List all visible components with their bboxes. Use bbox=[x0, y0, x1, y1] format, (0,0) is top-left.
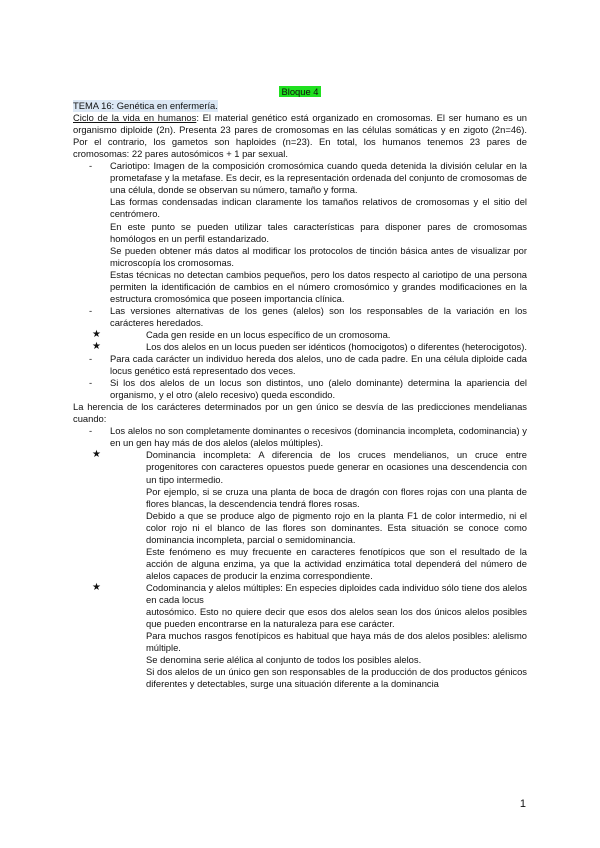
intro-text: : El material genético está organizado en cromosomas. El ser humano es un organismo diploide (2n). Presenta 23 pares de cromosomas en las células somáticas y en zigoto (2n=46). Por el contrario, los gametos son haploides (n=23). En total, los humanos tenemos 23 pares de cromosomas: 22 pares autosómicos + 1 par sexual. bbox=[73, 112, 527, 160]
block-title bbox=[73, 86, 527, 98]
codominancia-line: Si dos alelos de un único gen son responsables de la producción de dos productos génicos diferentes y detectables, surge una situación diferente a la dominancia bbox=[146, 666, 527, 690]
herencia-paragraph: La herencia de los carácteres determinados por un gen único se desvía de las predicciones mendelianas cuando: bbox=[73, 401, 527, 425]
list-item-cada-caracter: - Para cada carácter un individuo hereda dos alelos, uno de cada padre. En una célula diploide cada locus genético está representado dos veces. bbox=[73, 353, 527, 377]
list-item-alelos bbox=[73, 425, 527, 690]
list-item-cariotipo bbox=[73, 160, 527, 305]
versiones-text: - Las versiones alternativas de los genes (alelos) son los responsables de la variación en los carácteres heredados. bbox=[110, 304, 527, 328]
incompleta-line: Debido a que se produce algo de pigmento rojo en la planta F1 de color intermedio, ni el color rojo ni el blanco de las flores son dominantes. Esta situación se conoce como dominancia incompleta, parcial o semidominancia. bbox=[146, 509, 527, 545]
block-title-text: Bloque 4 bbox=[281, 86, 319, 97]
incompleta-line: Este fenómeno es muy frecuente en caracteres fenotípicos que son el resultado de la acción de alguna enzima, ya que la actividad enzimática total dependerá del número de alelos capaces de producir la enzima correspondiente. bbox=[146, 545, 527, 581]
sublist-item-dominancia-incompleta bbox=[73, 449, 527, 582]
alelos-text: - Los alelos no son completamente dominantes o recesivos (dominancia incompleta, codominancia) y en un gen hay más de dos alelos (alelos múltiples). bbox=[110, 425, 527, 449]
cariotipo-line: - Cariotipo: Imagen de la composición cromosómica cuando queda detenida la división celular en la prometafase y la metafase. Es decir, es la representación ordenada del conjunto de cromosomas de una célula, donde se observan su número, tamaño y forma. bbox=[110, 160, 527, 196]
page-number: 1 bbox=[519, 798, 526, 810]
topic-heading bbox=[73, 100, 527, 112]
incompleta-line: Por ejemplo, si se cruza una planta de boca de dragón con flores rojas con una planta de flores blancas, la descendencia tendrá flores rosas. bbox=[146, 485, 527, 509]
intro-paragraph bbox=[73, 112, 527, 160]
cariotipo-line: Se pueden obtener más datos al modificar los protocolos de tinción básica antes de visualizar por microscopía los cromosomas. bbox=[110, 244, 527, 268]
list-item-dominante: - Si los dos alelos de un locus son distintos, uno (alelo dominante) determina la apariencia del organismo, y el otro (alelo recesivo) queda escondido. bbox=[73, 377, 527, 401]
page-content bbox=[73, 86, 527, 690]
cariotipo-line: Las formas condensadas indican claramente los tamaños relativos de cromosomas y el sitio del centrómero. bbox=[110, 196, 527, 220]
deviation-list bbox=[73, 425, 527, 690]
sublist-item: ★ Cada gen reside en un locus específico de un cromosoma. bbox=[73, 329, 527, 341]
intro-lead: Ciclo de la vida en humanos bbox=[73, 112, 197, 124]
list-item-versiones bbox=[73, 305, 527, 353]
topic-heading-text: TEMA 16: Genética en enfermería. bbox=[73, 100, 218, 112]
sublist-item-codominancia bbox=[73, 582, 527, 690]
codominancia-line: Para muchos rasgos fenotípicos es habitual que haya más de dos alelos posibles: alelismo múltiple. bbox=[146, 630, 527, 654]
codominancia-line: ★ Codominancia y alelos múltiples: En especies diploides cada individuo sólo tiene dos alelos en cada locus bbox=[146, 581, 527, 605]
sublist-item: ★ Los dos alelos en un locus pueden ser idénticos (homocigotos) o diferentes (heterocigotos). bbox=[73, 341, 527, 353]
genetics-list bbox=[73, 160, 527, 401]
cariotipo-line: En este punto se pueden utilizar tales características para disponer pares de cromosomas homólogos en un perfil estandarizado. bbox=[110, 220, 527, 244]
incompleta-line: ★ Dominancia incompleta: A diferencia de los cruces mendelianos, un cruce entre progenitores con caracteres opuestos puede generar en ocasiones una descendencia con un tipo intermedio. bbox=[146, 449, 527, 485]
dominance-sublist bbox=[73, 449, 527, 690]
cariotipo-line: Estas técnicas no detectan cambios pequeños, pero los datos respecto al cariotipo de una persona permiten la identificación de cambios en el número cromosómico y grandes modificaciones en la estructura cromosómica que poseen importancia clínica. bbox=[110, 268, 527, 304]
codominancia-line: autosómico. Esto no quiere decir que esos dos alelos sean los dos únicos alelos posibles que pueden encontrarse en la naturaleza para ese carácter. bbox=[146, 606, 527, 630]
alleles-sublist bbox=[73, 329, 527, 353]
codominancia-line: Se denomina serie alélica al conjunto de todos los posibles alelos. bbox=[146, 654, 422, 666]
